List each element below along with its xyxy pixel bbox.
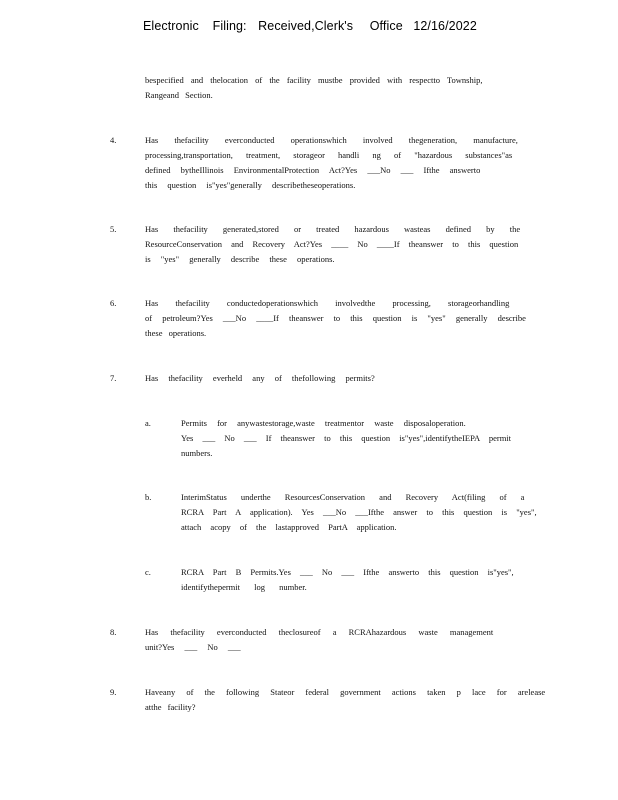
question-7a-line-2: Yes ___ No ___ If theanswer to this question is"yes",identifytheIEPA permit xyxy=(181,433,512,443)
question-8-line-1: Has thefacility everconducted theclosureof a RCRAhazardous waste management xyxy=(145,627,494,637)
header-electronic: Electronic xyxy=(143,19,199,33)
question-5-line-1: Has thefacility generated,stored or treated hazardous wasteas defined by the xyxy=(145,224,521,234)
question-7c-letter: c. xyxy=(145,567,151,577)
question-9-line-2: atthe facility? xyxy=(145,702,196,712)
question-5-number: 5. xyxy=(110,224,117,234)
question-6-line-2: of petroleum?Yes ___No ____If theanswer to this question is "yes" generally describe xyxy=(145,313,526,323)
question-8-line-2: unit?Yes ___ No ___ xyxy=(145,642,241,652)
question-7b-line-3: attach acopy of the lastapproved PartA application. xyxy=(181,522,397,532)
question-6-line-1: Has thefacility conductedoperationswhich involvedthe processing, storageorhandling xyxy=(145,298,510,308)
question-7b-line-1: InterimStatus underthe ResourcesConservation and Recovery Act(filing of a xyxy=(181,492,525,502)
question-6-line-3: these operations. xyxy=(145,328,207,338)
question-7-line-1: Has thefacility everheld any of thefollowing permits? xyxy=(145,373,375,383)
question-7-number: 7. xyxy=(110,373,117,383)
header-office: Office xyxy=(369,19,403,33)
question-9-line-1: Haveany of the following Stateor federal government actions taken p lace for arelease xyxy=(145,687,546,697)
question-7a-letter: a. xyxy=(145,418,151,428)
question-6-number: 6. xyxy=(110,298,117,308)
header-received-clerks: Received,Clerk's xyxy=(258,19,354,33)
question-5-line-3: is "yes" generally describe these operations. xyxy=(145,254,335,264)
intro-line-1: bespecified and thelocation of the facility mustbe provided with respectto Township, xyxy=(145,75,483,85)
question-4-line-4: this question is"yes"generally describetheseoperations. xyxy=(145,180,356,190)
question-7b-letter: b. xyxy=(145,492,152,502)
question-7a-line-3: numbers. xyxy=(181,448,213,458)
question-7b-line-2: RCRA Part A application). Yes ___No ___Ifthe answer to this question is "yes", xyxy=(181,507,537,517)
header-date: 12/16/2022 xyxy=(413,19,477,33)
intro-line-2: Rangeand Section. xyxy=(145,90,213,100)
question-7a-line-1: Permits for anywastestorage,waste treatmentor waste disposaloperation. xyxy=(181,418,466,428)
question-5-line-2: ResourceConservation and Recovery Act?Yes ____ No ____If theanswer to this question xyxy=(145,239,519,249)
question-4-line-1: Has thefacility everconducted operationswhich involved thegeneration, manufacture, xyxy=(145,135,518,145)
question-7c-line-2: identifythepermit log number. xyxy=(181,582,307,592)
question-4-line-2: processing,transportation, treatment, storageor handli ng of "hazardous substances"as xyxy=(145,150,513,160)
page-header xyxy=(143,19,477,33)
question-4-number: 4. xyxy=(110,135,117,145)
question-8-number: 8. xyxy=(110,627,117,637)
question-7c-line-1: RCRA Part B Permits.Yes ___ No ___ Ifthe answerto this question is"yes", xyxy=(181,567,514,577)
question-9-number: 9. xyxy=(110,687,117,697)
question-4-line-3: defined bytheIllinois EnvironmentalProtection Act?Yes ___No ___ Ifthe answerto xyxy=(145,165,481,175)
header-filing: Filing: xyxy=(212,19,247,33)
